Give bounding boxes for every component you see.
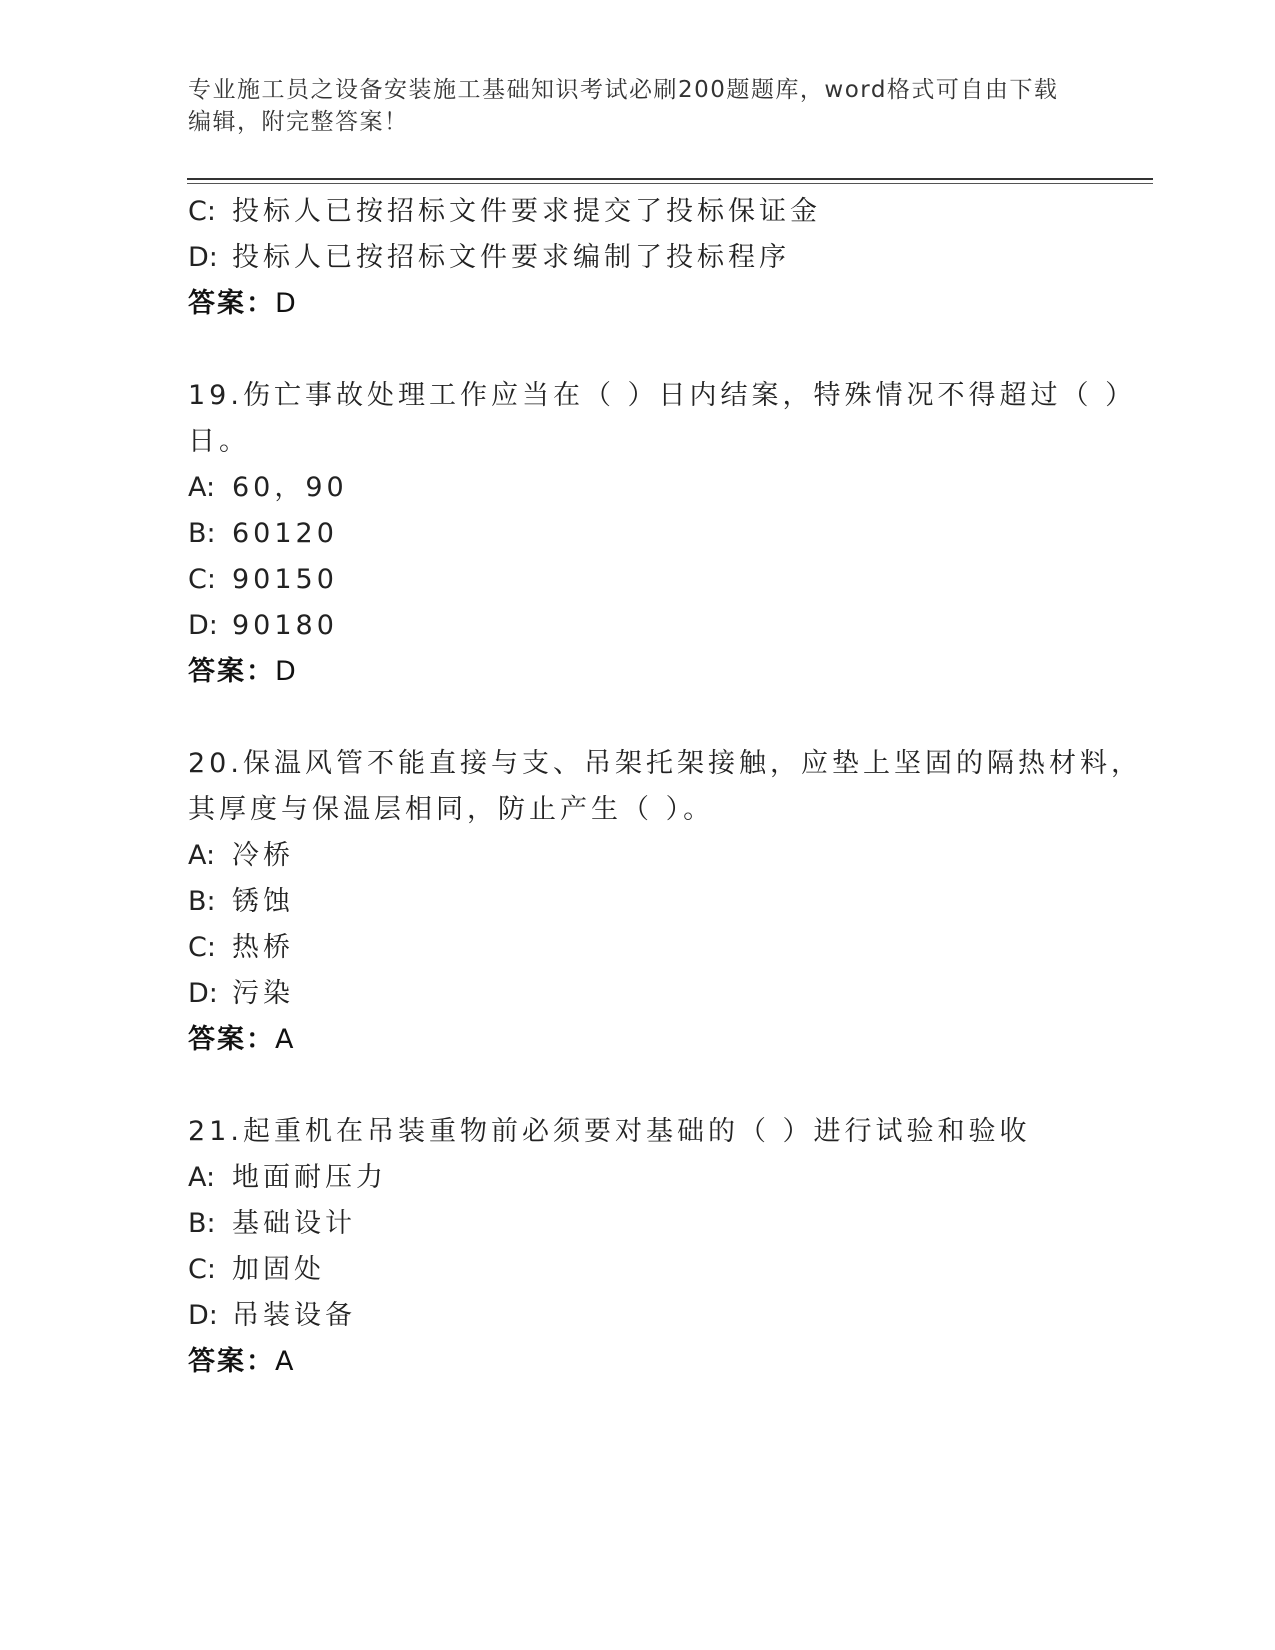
option-a — [188, 465, 1088, 511]
option-c — [188, 557, 1088, 603]
answer-value: D — [275, 656, 298, 687]
option-text: 60120 — [232, 518, 338, 549]
answer-line — [188, 649, 1088, 695]
answer-label: 答案： — [188, 1346, 275, 1377]
option-text: 冷桥 — [232, 840, 294, 871]
answer-line — [188, 281, 1088, 327]
question-20 — [188, 741, 1142, 1063]
option-d — [188, 1293, 1088, 1339]
answer-label: 答案： — [188, 656, 275, 687]
option-letter: D: — [188, 1300, 218, 1331]
answer-label: 答案： — [188, 288, 275, 319]
question-19 — [188, 373, 1137, 695]
option-d — [188, 603, 1088, 649]
question-stem: 21.起重机在吊装重物前必须要对基础的（ ）进行试验和验收 — [188, 1116, 1031, 1147]
spacer — [188, 695, 1088, 741]
option-b — [188, 879, 1088, 925]
question-stem: 19.伤亡事故处理工作应当在（ ）日内结案，特殊情况不得超过（ ） — [188, 380, 1137, 411]
header-rule-thin — [187, 183, 1153, 184]
spacer — [188, 1063, 1088, 1109]
question-stem-continued: 其厚度与保温层相同，防止产生（ ）。 — [188, 794, 715, 825]
option-letter: B: — [188, 1208, 216, 1239]
option-text: 地面耐压力 — [232, 1162, 387, 1193]
option-letter: D: — [188, 242, 218, 273]
answer-line — [188, 1017, 1088, 1063]
option-b — [188, 1201, 1088, 1247]
continued-question — [188, 189, 1088, 327]
header-line-2: 编辑，附完整答案！ — [188, 109, 409, 135]
option-text: 热桥 — [232, 932, 294, 963]
option-a — [188, 833, 1088, 879]
option-c — [188, 189, 1088, 235]
question-stem: 20.保温风管不能直接与支、吊架托架接触，应垫上坚固的隔热材料， — [188, 748, 1142, 779]
option-letter: D: — [188, 978, 218, 1009]
option-letter: A: — [188, 472, 216, 503]
spacer — [188, 327, 1088, 373]
document-header — [188, 74, 1088, 138]
answer-label: 答案： — [188, 1024, 275, 1055]
header-line-1: 专业施工员之设备安装施工基础知识考试必刷200题题库，word格式可自由下载 — [188, 77, 1059, 103]
option-letter: A: — [188, 1162, 216, 1193]
option-letter: B: — [188, 886, 216, 917]
answer-value: A — [275, 1024, 296, 1055]
option-d — [188, 971, 1088, 1017]
option-text: 锈蚀 — [232, 886, 294, 917]
option-letter: C: — [188, 1254, 216, 1285]
question-stem-continued: 日。 — [188, 426, 250, 457]
option-c — [188, 1247, 1088, 1293]
option-letter: C: — [188, 932, 216, 963]
option-c — [188, 925, 1088, 971]
option-letter: C: — [188, 196, 216, 227]
question-21 — [188, 1109, 1088, 1385]
option-text: 投标人已按招标文件要求编制了投标程序 — [232, 242, 790, 273]
option-letter: A: — [188, 840, 216, 871]
option-letter: B: — [188, 518, 216, 549]
answer-value: A — [275, 1346, 296, 1377]
option-text: 吊装设备 — [232, 1300, 356, 1331]
answer-line — [188, 1339, 1088, 1385]
option-text: 投标人已按招标文件要求提交了投标保证金 — [232, 196, 821, 227]
option-letter: C: — [188, 564, 216, 595]
option-letter: D: — [188, 610, 218, 641]
option-text: 90180 — [232, 610, 338, 641]
option-a — [188, 1155, 1088, 1201]
option-d — [188, 235, 1088, 281]
option-text: 60，90 — [232, 472, 348, 503]
header-rule-thick — [187, 178, 1153, 180]
option-text: 加固处 — [232, 1254, 325, 1285]
question-list — [188, 189, 1142, 1385]
option-text: 90150 — [232, 564, 338, 595]
answer-value: D — [275, 288, 298, 319]
option-text: 基础设计 — [232, 1208, 356, 1239]
option-text: 污染 — [232, 978, 294, 1009]
option-b — [188, 511, 1088, 557]
